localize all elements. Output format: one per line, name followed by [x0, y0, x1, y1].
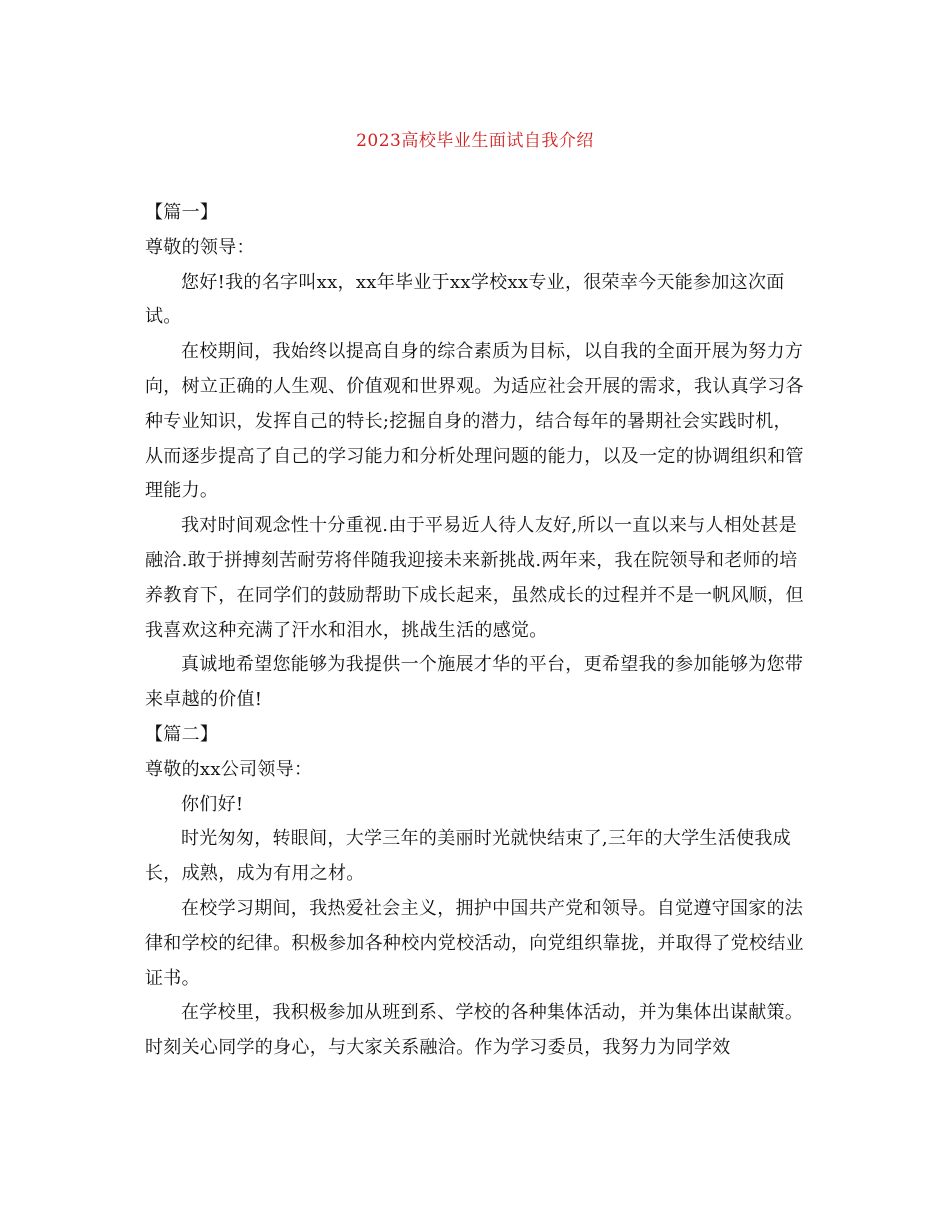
salutation-1: 尊敬的领导： — [145, 236, 255, 258]
paragraph: 我对时间观念性十分重视.由于平易近人待人友好,所以一直以来与人相处甚是融洽.敢于拼搏刻苦耐劳将伴随我迎接未来新挑战.两年来，我在院领导和老师的培养教育下，在同学们的鼓励帮助下成长起来，虽然成长的过程并不是一帆风顺，但我喜欢这种充满了汗水和泪水，挑战生活的感觉。 — [145, 515, 804, 641]
document-title: 2023高校毕业生面试自我介绍 — [356, 131, 594, 151]
paragraph: 你们好! — [181, 793, 244, 815]
paragraph: 在校学习期间，我热爱社会主义，拥护中国共产党和领导。自觉遵守国家的法律和学校的纪律。积极参加各种校内党校活动，向党组织靠拢，并取得了党校结业证书。 — [145, 897, 804, 989]
document-body — [145, 196, 805, 1066]
paragraph: 真诚地希望您能够为我提供一个施展才华的平台，更希望我的参加能够为您带来卓越的价值! — [145, 654, 804, 711]
salutation-2: 尊敬的xx公司领导： — [145, 758, 313, 780]
section-heading-2: 【篇二】 — [145, 723, 219, 745]
paragraph: 在学校里，我积极参加从班到系、学校的各种集体活动，并为集体出谋献策。时刻关心同学的身心，与大家关系融洽。作为学习委员，我努力为同学效 — [145, 1002, 804, 1059]
section-heading-1: 【篇一】 — [145, 202, 219, 223]
paragraph: 时光匆匆，转眼间，大学三年的美丽时光就快结束了,三年的大学生活使我成长，成熟，成为有用之材。 — [145, 828, 791, 885]
paragraph: 在校期间，我始终以提高自身的综合素质为目标，以自我的全面开展为努力方向，树立正确的人生观、价值观和世界观。为适应社会开展的需求，我认真学习各种专业知识，发挥自己的特长;挖掘自身的潜力，结合每年的暑期社会实践时机，从而逐步提高了自己的学习能力和分析处理问题的能力，以及一定的协调组织和管理能力。 — [145, 341, 804, 502]
paragraph: 您好!我的名字叫xx，xx年毕业于xx学校xx专业，很荣幸今天能参加这次面试。 — [145, 271, 785, 328]
